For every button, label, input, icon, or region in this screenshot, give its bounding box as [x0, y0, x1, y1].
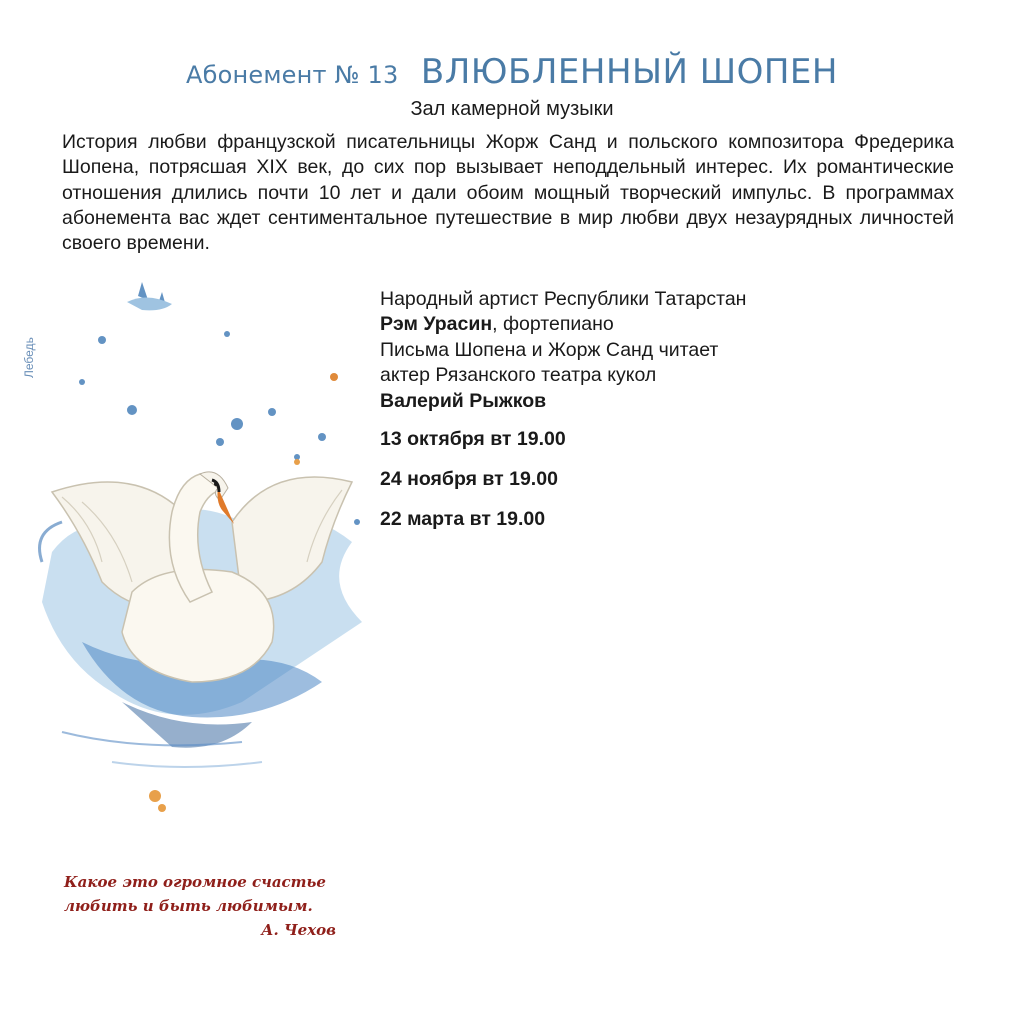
reader-name: Валерий Рыжков	[380, 389, 547, 412]
page-title: ВЛЮБЛЕННЫЙ ШОПЕН	[420, 52, 838, 92]
chekhov-quote	[64, 870, 344, 942]
concert-dates	[380, 426, 566, 546]
reader-theatre-line: актер Рязанского театра кукол	[380, 364, 657, 387]
quote-author: А. Чехов	[261, 921, 336, 939]
pianist-name: Рэм Урасин	[380, 313, 493, 336]
pianist-role: , фортепиано	[492, 313, 614, 336]
intro-paragraph: История любви французской писательницы Жорж Санд и польского композитора Фредерика Шопена, потрясшая XIX век, до сих пор вызывает неподдельный интерес. Их романтические отношения длились почти 10 лет и дали обоим мощный творческий импульс. В программах абонемента вас ждет сентиментальное путешествие в мир любви двух незаурядных личностей своего времени.	[62, 131, 954, 255]
concert-date: 13 октября вт 19.00	[380, 428, 566, 450]
hall-name: Зал камерной музыки	[410, 98, 614, 120]
quote-line: Какое это огромное счастье	[64, 873, 326, 891]
swan-icon	[22, 262, 372, 832]
subscription-number: Абонемент № 13	[185, 61, 399, 89]
pianist-line	[380, 312, 940, 337]
performer-title-line: Народный артист Республики Татарстан	[380, 288, 747, 310]
concert-date: 22 марта вт 19.00	[380, 508, 546, 530]
artwork-caption: Лебедь	[22, 337, 36, 378]
swan-illustration	[22, 262, 372, 832]
page-header	[0, 52, 1024, 92]
concert-date: 24 ноября вт 19.00	[380, 468, 558, 490]
performers-block	[380, 287, 940, 414]
reader-description-line: Письма Шопена и Жорж Санд читает	[380, 338, 719, 361]
quote-line: любить и быть любимым.	[64, 897, 313, 915]
